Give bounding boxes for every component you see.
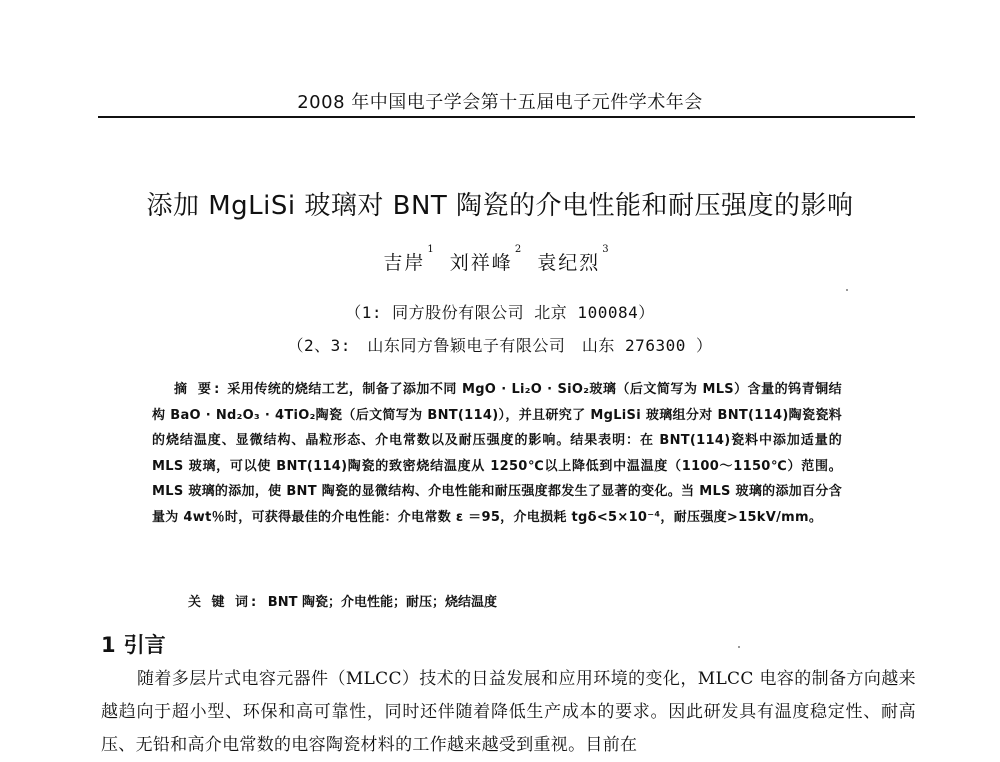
- section-title: 引言: [123, 633, 166, 657]
- section-heading: [101, 629, 166, 659]
- section-number: 1: [101, 633, 116, 657]
- abstract: [152, 377, 842, 530]
- section-body-paragraph: 随着多层片式电容元器件（MLCC）技术的日益发展和应用环境的变化，MLCC 电容的制备方向越来越趋向于超小型、环保和高可靠性，同时还伴随着降低生产成本的要求。因此研发具有温度稳定性、耐高压、无铅和高介电常数的电容陶瓷材料的工作越来越受到重视。目前在: [101, 669, 916, 755]
- author-affiliation-mark: 3: [602, 244, 609, 255]
- author-list: [0, 244, 1000, 275]
- author-name: 袁纪烈: [537, 252, 601, 274]
- author-name: 刘祥峰: [449, 252, 513, 274]
- scan-speck: [846, 289, 848, 291]
- affiliation-2: （2、3: 山东同方鲁颖电子有限公司 山东 276300 ）: [287, 336, 713, 355]
- author-affiliation-mark: 1: [427, 244, 434, 255]
- author-affiliation-mark: 2: [514, 244, 522, 255]
- affiliation-1: （1: 同方股份有限公司 北京 100084）: [345, 303, 655, 322]
- header-rule: [98, 116, 915, 118]
- keywords-text: BNT 陶瓷；介电性能；耐压；烧结温度: [267, 595, 497, 610]
- keywords: [188, 591, 497, 610]
- keywords-label: 关 键 词:: [188, 595, 260, 610]
- paper-title: 添加 MgLiSi 玻璃对 BNT 陶瓷的介电性能和耐压强度的影响: [146, 191, 854, 221]
- running-header: 2008 年中国电子学会第十五届电子元件学术年会: [297, 92, 703, 113]
- scan-speck: [738, 646, 740, 648]
- author-name: 吉岸: [383, 252, 426, 274]
- abstract-label: 摘 要:: [174, 382, 223, 397]
- abstract-text: 采用传统的烧结工艺，制备了添加不同 MgO · Li₂O · SiO₂玻璃（后文简写为 MLS）含量的钨青铜结构 BaO · Nd₂O₃ · 4TiO₂陶瓷（后文简写为 BNT(114)），并且研究了 MgLiSi 玻璃组分对 BNT(114)陶瓷瓷料的烧结温度、显微结构、晶粒形态、介电常数以及耐压强度的影响。结果表明：在 BNT(114)瓷料中添加适量的 MLS 玻璃，可以使 BNT(114)陶瓷的致密烧结温度从 1250℃以上降低到中温温度（1100～1150℃）范围。MLS 玻璃的添加，使 BNT 陶瓷的显微结构、介电性能和耐压强度都发生了显著的变化。当 MLS 玻璃的添加百分含量为 4wt％时，可获得最佳的介电性能：介电常数 ε ＝95，介电损耗 tgδ<5×10⁻⁴，耐压强度>15kV/mm。: [152, 382, 842, 525]
